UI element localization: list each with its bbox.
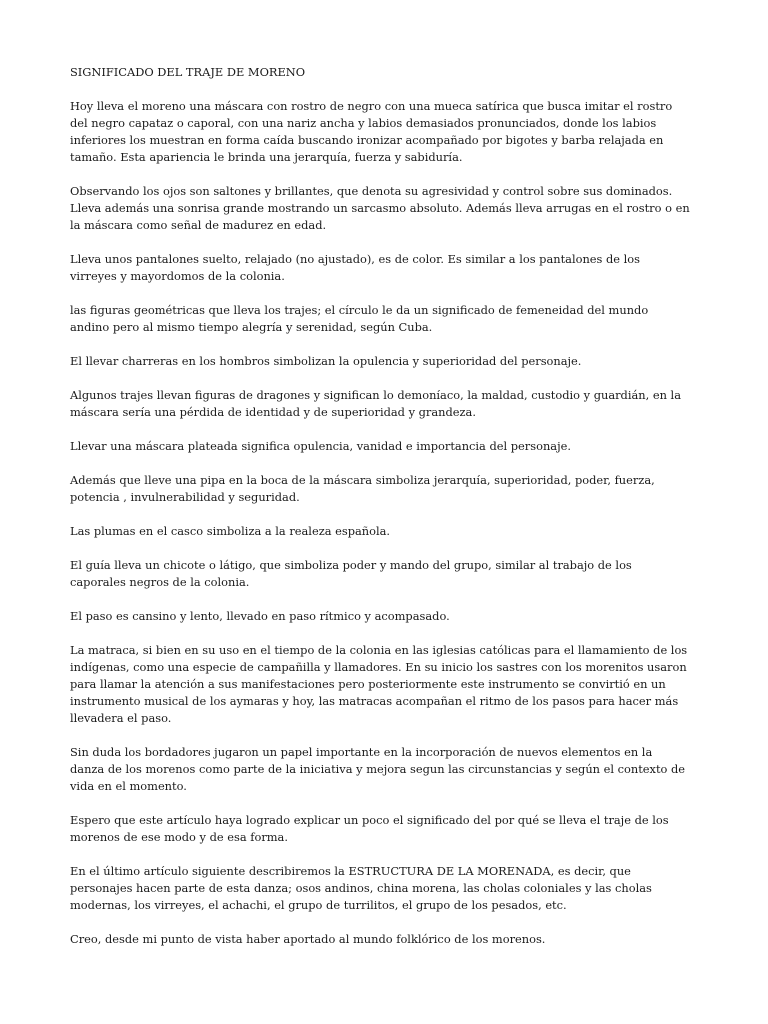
paragraph: Sin duda los bordadores jugaron un papel importante en la incorporación de nuevos elementos en la danza de los morenos como parte de la iniciativa y mejora segun las circunstancias y según el contexto de vida en el momento. (70, 745, 686, 793)
paragraph: Observando los ojos son saltones y brillantes, que denota su agresividad y control sobre sus dominados. Lleva además una sonrisa grande mostrando un sarcasmo absoluto. Además lleva arrugas en el rostro o en la máscara como señal de madurez en edad. (70, 184, 690, 232)
paragraph: Además que lleve una pipa en la boca de la máscara simboliza jerarquía, superioridad, poder, fuerza, potencia , invulnerabilidad y seguridad. (70, 473, 655, 504)
paragraph: En el último artículo siguiente describiremos la ESTRUCTURA DE LA MORENADA, es decir, que personajes hacen parte de esta danza; osos andinos, china morena, las cholas coloniales y las cholas modernas, los virreyes, el achachi, el grupo de turrilitos, el grupo de los pesados, etc. (70, 864, 652, 912)
paragraph: Creo, desde mi punto de vista haber aportado al mundo folklórico de los morenos. (70, 932, 546, 946)
paragraph: Las plumas en el casco simboliza a la realeza española. (70, 524, 391, 538)
paragraph: las figuras geométricas que lleva los trajes; el círculo le da un significado de femeneidad del mundo andino pero al mismo tiempo alegría y serenidad, según Cuba. (70, 303, 649, 334)
paragraph: El paso es cansino y lento, llevado en paso rítmico y acompasado. (70, 609, 450, 623)
paragraph: Algunos trajes llevan figuras de dragones y significan lo demoníaco, la maldad, custodio y guardián, en la máscara sería una pérdida de identidad y de superioridad y grandeza. (70, 388, 681, 419)
paragraph: La matraca, si bien en su uso en el tiempo de la colonia en las iglesias católicas para el llamamiento de los indígenas, como una especie de campañilla y llamadores. En su inicio los sastres con los morenitos usaron para llamar la atención a sus manifestaciones pero posteriormente este instrumento se convirtió en un instrumento musical de los aymaras y hoy, las matracas acompañan el ritmo de los pasos para hacer más llevadera el paso. (70, 643, 688, 725)
paragraph: El llevar charreras en los hombros simbolizan la opulencia y superioridad del personaje. (70, 354, 582, 368)
paragraph: El guía lleva un chicote o látigo, que simboliza poder y mando del grupo, similar al trabajo de los caporales negros de la colonia. (70, 558, 632, 589)
paragraph: Hoy lleva el moreno una máscara con rostro de negro con una mueca satírica que busca imitar el rostro del negro capataz o caporal, con una nariz ancha y labios demasiados pronunciados, donde los labios inferiores los muestran en forma caída buscando ironizar acompañado por bigotes y barba relajada en tamaño. Esta apariencia le brinda una jerarquía, fuerza y sabiduría. (70, 99, 673, 164)
document-title: SIGNIFICADO DEL TRAJE DE MORENO (70, 65, 306, 79)
paragraph: Lleva unos pantalones suelto, relajado (no ajustado), es de color. Es similar a los pantalones de los virreyes y mayordomos de la colonia. (70, 252, 640, 283)
paragraph: Espero que este artículo haya logrado explicar un poco el significado del por qué se lleva el traje de los morenos de ese modo y de esa forma. (70, 813, 669, 844)
document-body (70, 64, 690, 965)
paragraph: Llevar una máscara plateada significa opulencia, vanidad e importancia del personaje. (70, 439, 571, 453)
